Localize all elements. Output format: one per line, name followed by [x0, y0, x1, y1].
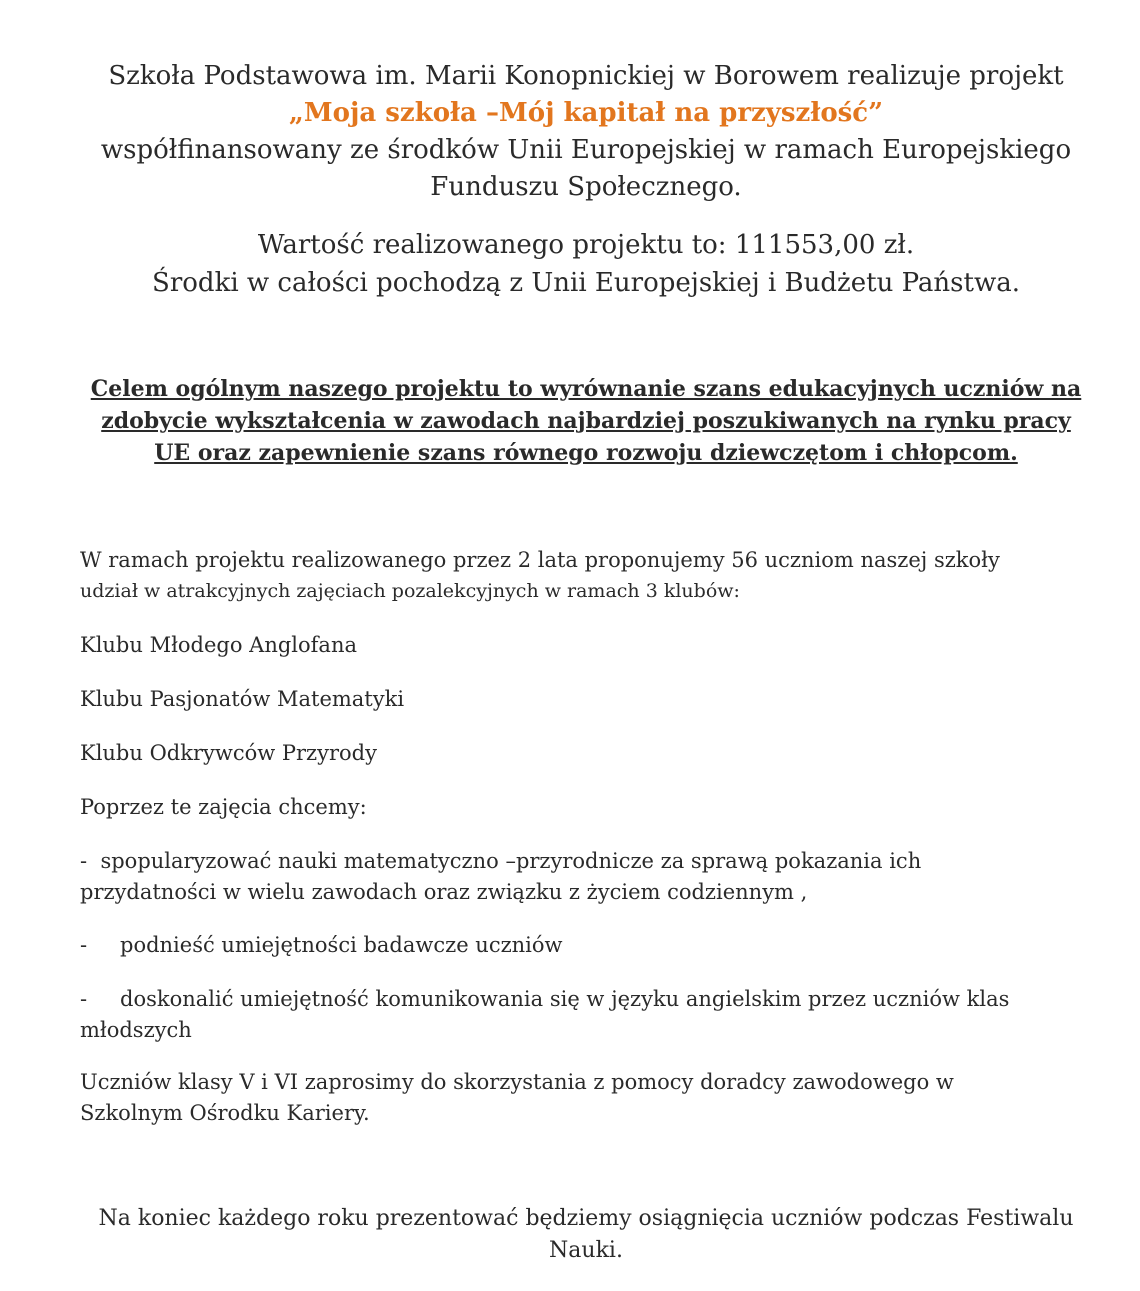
goal-list-item	[80, 984, 1080, 1046]
goals-heading: Poprzez te zajęcia chcemy:	[80, 795, 367, 819]
project-value: Wartość realizowanego projektu to: 111553,00 zł.	[257, 230, 915, 260]
school-line: Szkoła Podstawowa im. Marii Konopnickiej w Borowem realizuje projekt	[108, 61, 1064, 91]
goal-line: Celem ogólnym naszego projektu to wyrównanie szans edukacyjnych uczniów na	[90, 376, 1082, 402]
goal-list-item	[80, 930, 1080, 961]
goal-item-text: doskonalić umiejętność komunikowania się w języku angielskim przez uczniów klas	[120, 987, 1010, 1011]
goal-item-text: podnieść umiejętności badawcze uczniów	[120, 933, 563, 957]
intro-line: W ramach projektu realizowanego przez 2 lata proponujemy 56 uczniom naszej szkoły	[80, 548, 1000, 572]
bullet-dash: -	[80, 987, 88, 1011]
goal-list-item	[80, 846, 1080, 908]
bullet-dash: -	[80, 933, 88, 957]
closing-line: Na koniec każdego roku prezentować będziemy osiągnięcia uczniów podczas Festiwalu	[98, 1206, 1074, 1231]
goal-line: UE oraz zapewnienie szans równego rozwoju dziewczętom i chłopcom.	[154, 440, 1018, 466]
fund-line: Funduszu Społecznego.	[430, 172, 742, 202]
goal-line: zdobycie wykształcenia w zawodach najbardziej poszukiwanych na rynku pracy	[101, 408, 1071, 434]
club-item: Klubu Odkrywców Przyrody	[80, 741, 377, 765]
general-goal	[70, 373, 1102, 469]
project-header	[60, 58, 1112, 206]
career-line: Uczniów klasy V i VI zaprosimy do skorzystania z pomocy doradcy zawodowego w	[80, 1070, 954, 1094]
goal-item-line: młodszych	[80, 1018, 192, 1042]
cofinancing-line: współfinansowany ze środków Unii Europejskiej w ramach Europejskiego	[100, 135, 1072, 165]
funding-info	[60, 226, 1112, 302]
closing-paragraph	[70, 1203, 1102, 1267]
project-title: „Moja szkoła –Mój kapitał na przyszłość”	[288, 98, 884, 128]
career-paragraph	[80, 1067, 1080, 1129]
club-item: Klubu Młodego Anglofana	[80, 633, 357, 657]
goal-item-text: spopularyzować nauki matematyczno –przyrodnicze za sprawą pokazania ich	[100, 849, 922, 873]
career-line: Szkolnym Ośrodku Kariery.	[80, 1101, 370, 1125]
intro-paragraph	[80, 545, 1080, 607]
goal-item-line: przydatności w wielu zawodach oraz związku z życiem codziennym ,	[80, 880, 808, 904]
closing-line: Nauki.	[549, 1238, 623, 1263]
intro-line: udział w atrakcyjnych zajęciach pozalekcyjnych w ramach 3 klubów:	[80, 580, 740, 602]
club-item: Klubu Pasjonatów Matematyki	[80, 687, 405, 711]
goal-item-line: - spopularyzować nauki matematyczno –przyrodnicze za sprawą pokazania ich	[80, 849, 922, 873]
goal-item-line	[80, 984, 1080, 1015]
funding-source: Środki w całości pochodzą z Unii Europejskiej i Budżetu Państwa.	[152, 268, 1020, 298]
